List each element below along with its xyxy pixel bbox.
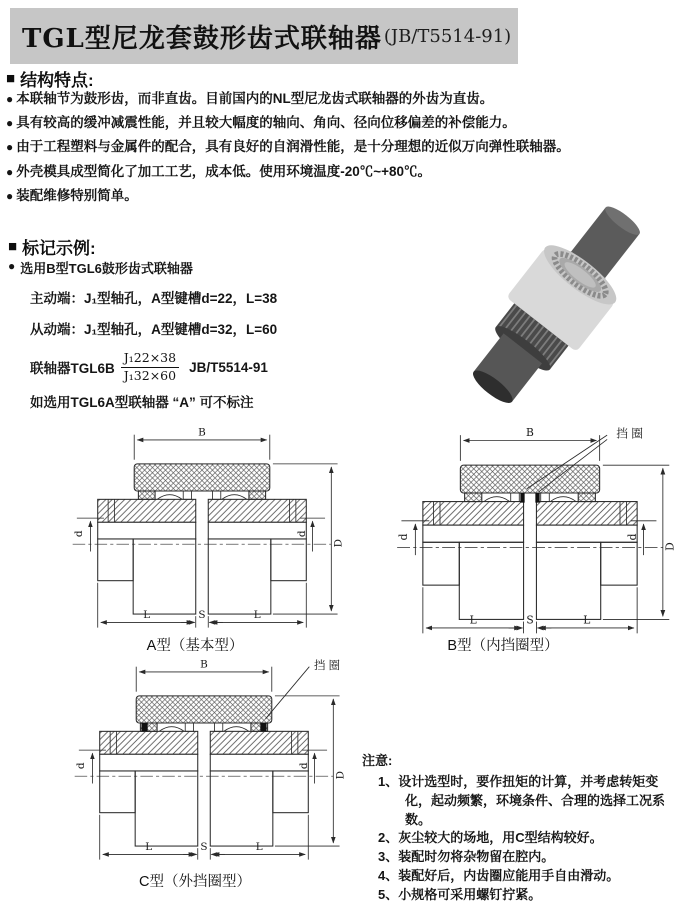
page-title-text: TGL型尼龙套鼓形齿式联轴器 [22,23,382,54]
marking-note: 如选用TGL6A型联轴器 “A” 可不标注 [30,395,254,410]
retainer-label: 挡 圈 [313,659,341,672]
dim-B: B [200,658,208,671]
dim-D: D [332,538,345,548]
notes-heading: 注意: [362,753,393,768]
technical-drawing-a [56,418,348,633]
product-photo [450,198,665,413]
notes-section [362,752,680,905]
page-title-standard: (JB/T5514-91) [383,25,512,47]
dim-d-right: d [298,762,311,770]
drawing-b-caption: B型（内挡圈型） [447,638,559,654]
bullet-icon: ● [6,188,14,203]
list-item [6,92,676,107]
list-item [6,165,676,180]
note-item: 1、设计选型时，要作扭矩的计算，并考虑转矩变化，起动频繁，环境条件、合理的选择工况系数。 [378,773,666,827]
fraction-denominator: J₁32×60 [123,367,177,383]
features-heading-label: 结构特点: [20,71,94,90]
dim-L-left: L [145,841,153,854]
marking-intro [8,258,438,277]
note-item: 4、装配好后，内齿圈应能用手自由滑动。 [378,868,620,884]
feature-text: 本联轴节为鼓形齿，而非直齿。目前国内的NL型尼龙齿式联轴器的外齿为直齿。 [16,91,494,106]
note-item: 5、小规格可采用螺钉拧紧。 [378,886,542,902]
dim-L-right: L [583,613,591,627]
dim-L-left: L [469,613,477,627]
dim-B: B [526,426,534,440]
notes-list [362,773,680,905]
feature-text: 装配维修特别简单。 [16,187,138,203]
list-item [6,140,676,155]
dim-D: D [663,542,677,551]
technical-drawing-b [380,418,680,639]
driven-end-line: 从动端：J₁型轴孔，A型键槽d=32，L=60 [30,322,278,337]
dim-L-right: L [255,841,263,854]
drawing-c-caption: C型（外挡圈型） [139,874,251,890]
designation-prefix: 联轴器TGL6B [30,361,115,376]
designation-line [30,349,438,385]
square-marker-icon: ■ [8,238,18,255]
drawing-a-caption: A型（基本型） [146,638,244,654]
dim-d-left: d [73,530,86,538]
dim-S: S [526,613,534,627]
bullet-icon: ● [6,116,14,131]
dim-d-right: d [296,530,309,538]
retainer-label: 挡 圈 [616,427,644,441]
marking-example [8,258,438,411]
drawing-type-a [56,418,348,638]
marking-heading-label: 标记示例: [22,239,96,258]
bullet-icon: ● [8,259,16,273]
feature-text: 外壳模具成型简化了加工工艺，成本低。使用环境温度-20℃~+80℃。 [16,163,432,179]
dim-d-left: d [396,533,410,541]
dim-L-right: L [253,609,261,622]
marking-section-heading [8,234,96,259]
drawing-type-c [58,650,350,870]
designation-fraction [121,351,179,383]
list-item [6,116,676,131]
drawing-type-b [380,418,680,644]
bullet-icon: ● [6,92,14,106]
dim-S: S [198,609,206,622]
square-marker-icon: ■ [6,70,16,87]
drive-end-line: 主动端：J₁型轴孔，A型键槽d=22，L=38 [30,291,278,306]
dim-L-left: L [143,609,151,622]
dim-B: B [198,426,206,439]
note-item: 3、装配时勿将杂物留在腔内。 [378,849,555,865]
feature-text: 具有较高的缓冲减震性能，并且较大幅度的轴向、角向、径向位移偏差的补偿能力。 [16,115,516,131]
note-item: 2、灰尘较大的场地，用C型结构较好。 [378,830,603,846]
dim-d-right: d [626,533,640,541]
fraction-numerator: J₁22×38 [121,351,179,367]
page-title [10,8,518,64]
features-list [6,92,676,213]
bullet-icon: ● [6,140,14,155]
dim-D: D [334,770,347,780]
feature-text: 由于工程塑料与金属件的配合，具有良好的自润滑性能，是十分理想的近似万向弹性联轴器。 [16,139,570,155]
designation-standard: JB/T5514-91 [189,359,268,375]
bullet-icon: ● [6,164,14,179]
marking-intro-text: 选用B型TGL6鼓形齿式联轴器 [20,261,193,276]
dim-d-left: d [75,762,88,770]
features-section-heading [6,66,94,91]
technical-drawing-c [58,650,350,865]
dim-S: S [200,841,208,854]
